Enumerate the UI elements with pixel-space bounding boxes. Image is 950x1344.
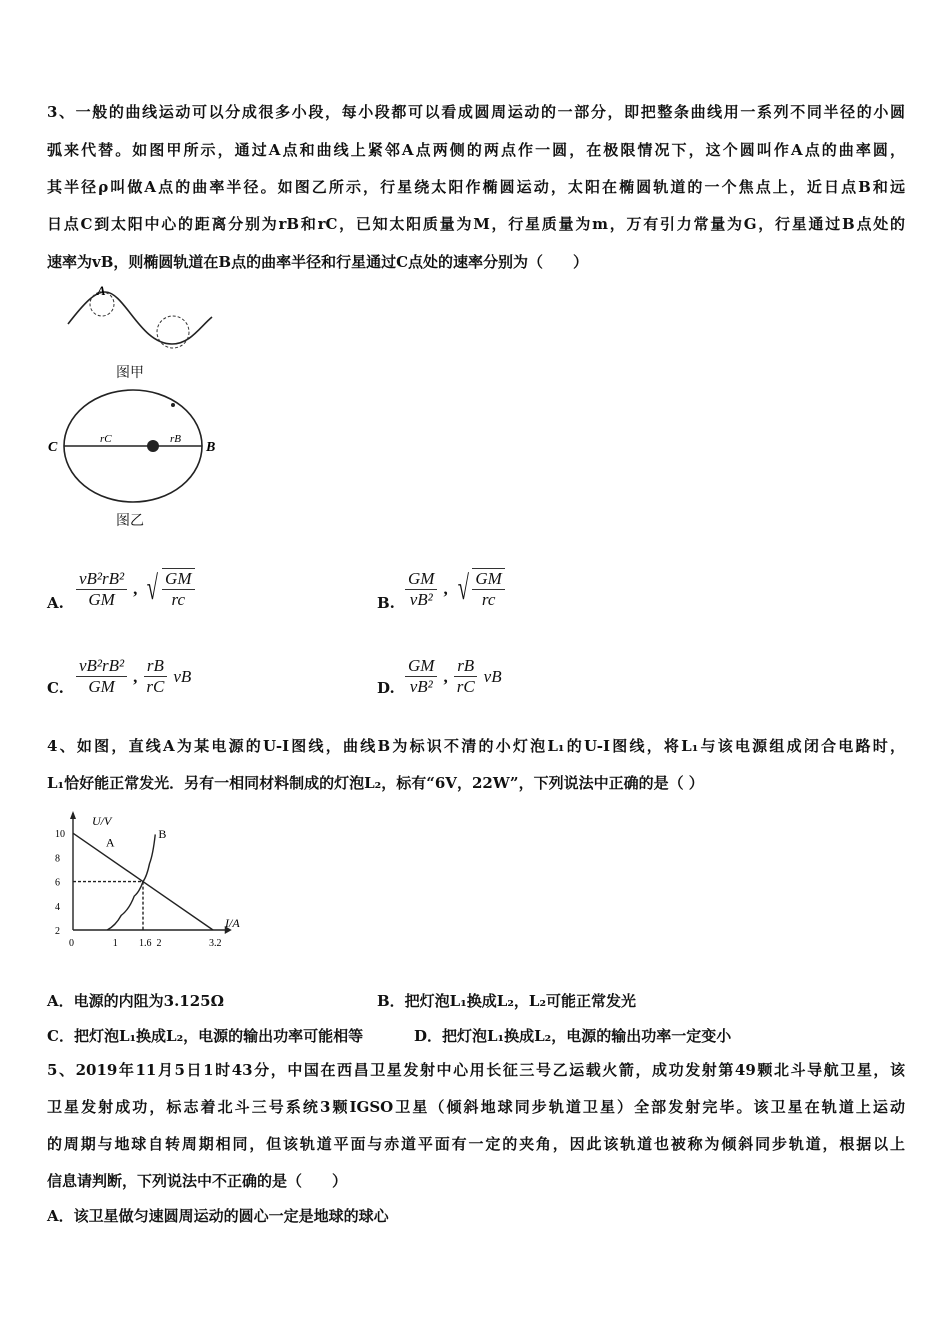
q4-line: 4、如图，直线A为某电源的U-I图线，曲线B为标识不清的小灯泡L₁的U-I图线，将L₁与该电源组成闭合电路时， xyxy=(47,737,905,755)
rb-label: rB xyxy=(170,433,181,445)
y-axis-arrow-icon xyxy=(70,811,76,819)
point-a-label: A xyxy=(97,283,106,298)
series-label-a: A xyxy=(105,835,115,850)
vb-term: vB xyxy=(483,666,502,686)
q3-line: 日点C到太阳中心的距离分别为rB和rC，已知太阳质量为M，行星质量为m，万有引力常量为G，行星通过B点处的 xyxy=(47,215,905,233)
vb-term: vB xyxy=(173,666,192,686)
fraction-denominator: rC xyxy=(146,677,165,696)
fraction-denominator: vB² xyxy=(409,589,433,609)
u-i-chart xyxy=(40,805,260,955)
x-tick-label: 0 xyxy=(69,938,74,949)
sqrt-icon: √ $\frac{GM}{rc}$ xyxy=(143,568,194,610)
q4-line: L₁恰好能正常发光．另有一相同材料制成的灯泡L₂，标有“6V，22W”，下列说法中正确的是（ ） xyxy=(47,774,704,792)
q5-line: 信息请判断，下列说法中不正确的是（ ） xyxy=(47,1172,348,1190)
y-tick-label: 2 xyxy=(55,926,60,937)
x-tick-label: 2 xyxy=(156,938,162,949)
q3-option-d-letter: D. xyxy=(377,679,395,697)
sqrt-icon: √ $\frac{GM}{rc}$ xyxy=(454,568,505,610)
figure-jia-curve xyxy=(60,282,220,357)
fraction-denominator: rC xyxy=(456,677,475,696)
y-tick-label: 6 xyxy=(55,877,60,889)
x-tick-label: 1.6 xyxy=(139,938,152,949)
fraction-numerator: GM xyxy=(405,569,437,590)
q4-option-a[interactable]: A．电源的内阻为3.125Ω xyxy=(47,992,224,1010)
fraction-denominator: rc xyxy=(481,590,496,609)
fraction-numerator: vB²rB² xyxy=(76,569,127,590)
q5-line: 5、2019年11月5日1时43分，中国在西昌卫星发射中心用长征三号乙运载火箭，成功发射第49颗北斗导航卫星，该 xyxy=(47,1061,905,1079)
fraction-numerator: GM xyxy=(162,569,194,590)
q4-option-c[interactable]: C．把灯泡L₁换成L₂，电源的输出功率可能相等 xyxy=(47,1027,364,1045)
fraction-numerator: vB²rB² xyxy=(76,656,127,677)
b-label: B xyxy=(206,440,216,455)
figure-yi-ellipse xyxy=(45,385,220,510)
series-label-b: B xyxy=(158,827,167,842)
q5-line: 卫星发射成功，标志着北斗三号系统3颗IGSO卫星（倾斜地球同步轨道卫星）全部发射完毕。该卫星在轨道上运动 xyxy=(47,1098,905,1116)
x-tick-label: 1 xyxy=(112,938,118,949)
q4-option-d[interactable]: D．把灯泡L₁换成L₂，电源的输出功率一定变小 xyxy=(414,1027,732,1045)
q3-option-c[interactable]: $\frac{\text{vB²rB²}}{GM}$ , $\frac{rB}{rC}$ vB xyxy=(76,656,191,697)
fraction-numerator: GM xyxy=(472,569,504,590)
q3-option-b-letter: B. xyxy=(377,594,395,612)
fraction-numerator: rB xyxy=(144,656,167,677)
fraction-numerator: GM xyxy=(405,656,437,677)
q3-line: 速率为vB，则椭圆轨道在B点的曲率半径和行星通过C点处的速率分别为（ ） xyxy=(47,253,589,271)
q3-option-a[interactable]: $\frac{\text{vB²rB²}}{GM}$ , √ $\frac{GM}{rc}$ xyxy=(76,568,195,610)
dashed-projection xyxy=(73,882,143,930)
q3-option-b[interactable]: $\frac{GM}{\text{vB²}}$ , √ $\frac{GM}{rc}$ xyxy=(405,568,505,610)
c-label: C xyxy=(48,440,58,455)
x-axis-label: I/A xyxy=(225,916,240,930)
y-tick-label: 10 xyxy=(55,829,65,841)
q5-line: 的周期与地球自转周期相同，但该轨道平面与赤道平面有一定的夹角，因此该轨道也被称为倾斜同步轨道，根据以上 xyxy=(47,1135,905,1153)
y-tick-label: 8 xyxy=(55,853,60,865)
fraction-denominator: GM xyxy=(88,677,115,696)
fraction-denominator: GM xyxy=(88,589,115,609)
x-tick-label: 3.2 xyxy=(209,938,222,949)
fraction-denominator: vB² xyxy=(409,677,433,696)
q3-option-a-letter: A. xyxy=(47,594,64,612)
fraction-denominator: rc xyxy=(171,590,186,609)
q3-line: 其半径ρ叫做A点的曲率半径。如图乙所示，行星绕太阳作椭圆运动，太阳在椭圆轨道的一个焦点上，近日点B和远 xyxy=(47,178,905,196)
y-tick-label: 4 xyxy=(55,901,60,913)
figure-yi-caption: 图乙 xyxy=(116,513,144,529)
q3-option-c-letter: C. xyxy=(47,679,64,697)
rc-label: rC xyxy=(100,433,112,445)
q3-line: 弧来代替。如图甲所示，通过A点和曲线上紧邻A点两侧的两点作一圆，在极限情况下，这个圆叫作A点的曲率圆， xyxy=(47,141,905,159)
y-axis-label: U/V xyxy=(92,814,112,828)
q4-option-b[interactable]: B．把灯泡L₁换成L₂，L₂可能正常发光 xyxy=(377,992,637,1010)
fraction-numerator: rB xyxy=(454,656,477,677)
q3-line: 3、一般的曲线运动可以分成很多小段，每小段都可以看成圆周运动的一部分，即把整条曲线用一系列不同半径的小圆 xyxy=(47,103,905,121)
q5-option-a[interactable]: A．该卫星做匀速圆周运动的圆心一定是地球的球心 xyxy=(47,1207,389,1225)
figure-jia-caption: 图甲 xyxy=(116,365,144,381)
q3-option-d[interactable]: $\frac{GM}{\text{vB²}}$ , $\frac{rB}{rC}$ vB xyxy=(405,656,502,697)
